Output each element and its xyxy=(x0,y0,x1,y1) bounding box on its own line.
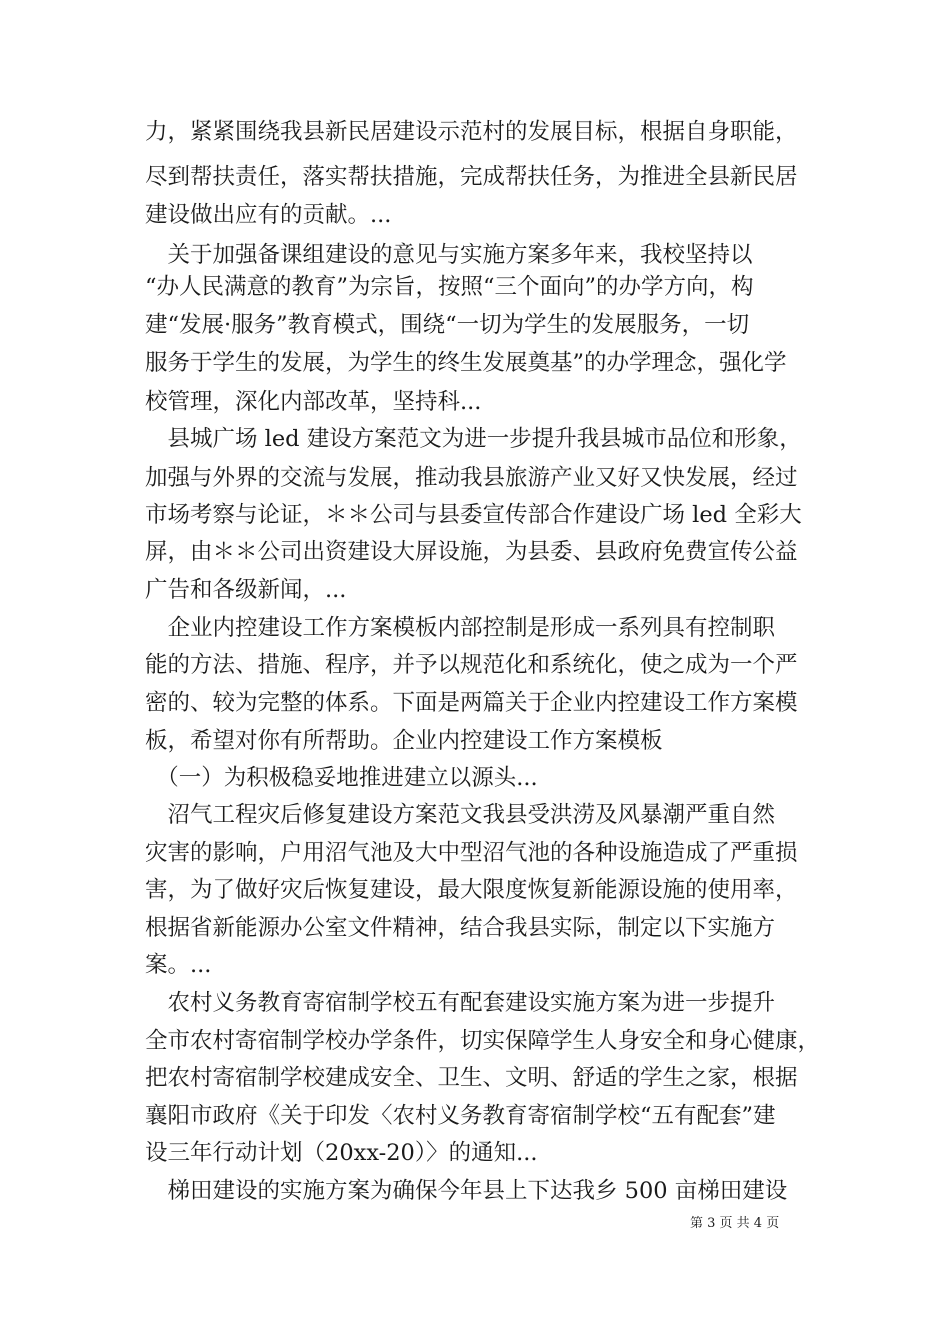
text-line: 建设做出应有的贡献。... xyxy=(145,202,392,228)
text-line: 力，紧紧围绕我县新民居建设示范村的发展目标，根据自身职能， xyxy=(145,119,798,145)
text-line: 全市农村寄宿制学校办学条件，切实保障学生人身安全和身心健康， xyxy=(145,1028,821,1054)
text-line: 服务于学生的发展，为学生的终生发展奠基”的办学理念，强化学 xyxy=(145,350,787,376)
text-line: 灾害的影响，户用沼气池及大中型沼气池的各种设施造成了严重损 xyxy=(145,840,798,866)
text-line: 根据省新能源办公室文件精神，结合我县实际，制定以下实施方 xyxy=(145,915,776,941)
text-line: 害，为了做好灾后恢复建设，最大限度恢复新能源设施的使用率， xyxy=(145,877,798,903)
text-line: 能的方法、措施、程序，并予以规范化和系统化，使之成为一个严 xyxy=(145,652,798,678)
text-line: 企业内控建设工作方案模板内部控制是形成一系列具有控制职 xyxy=(145,615,776,641)
text-line: 关于加强备课组建设的意见与实施方案多年来，我校坚持以 xyxy=(145,242,753,268)
text-line: 县城广场 led 建设方案范文为进一步提升我县城市品位和形象， xyxy=(145,426,802,452)
text-line: 建“发展·服务”教育模式，围绕“一切为学生的发展服务，一切 xyxy=(145,312,750,338)
text-line: 屏，由＊＊公司出资建设大屏设施，为县委、县政府免费宣传公益 xyxy=(145,539,798,565)
text-line: （一）为积极稳妥地推进建立以源头... xyxy=(145,765,538,791)
text-line: 加强与外界的交流与发展，推动我县旅游产业又好又快发展，经过 xyxy=(145,465,798,491)
text-line: 校管理，深化内部改革，坚持科... xyxy=(145,389,482,415)
text-line: 密的、较为完整的体系。下面是两篇关于企业内控建设工作方案模 xyxy=(145,690,798,716)
text-line: 农村义务教育寄宿制学校五有配套建设实施方案为进一步提升 xyxy=(145,990,776,1016)
text-line: 梯田建设的实施方案为确保今年县上下达我乡 500 亩梯田建设 xyxy=(145,1178,788,1204)
text-line: 市场考察与论证，＊＊公司与县委宣传部合作建设广场 led 全彩大 xyxy=(145,502,802,528)
text-line: “办人民满意的教育”为宗旨，按照“三个面向”的办学方向，构 xyxy=(145,274,754,300)
text-line: 设三年行动计划（20xx-20）〉的通知... xyxy=(145,1140,538,1166)
text-line: 案。... xyxy=(145,952,212,978)
text-line: 襄阳市政府《关于印发〈农村义务教育寄宿制学校“五有配套”建 xyxy=(145,1103,776,1129)
text-line: 广告和各级新闻，... xyxy=(145,577,347,603)
text-line: 把农村寄宿制学校建成安全、卫生、文明、舒适的学生之家，根据 xyxy=(145,1065,798,1091)
text-line: 沼气工程灾后修复建设方案范文我县受洪涝及风暴潮严重自然 xyxy=(145,802,776,828)
text-line: 尽到帮扶责任，落实帮扶措施，完成帮扶任务，为推进全县新民居 xyxy=(145,164,798,190)
text-line: 板，希望对你有所帮助。企业内控建设工作方案模板 xyxy=(145,728,663,754)
page-number-footer: 第 3 页 共 4 页 xyxy=(690,1216,780,1231)
